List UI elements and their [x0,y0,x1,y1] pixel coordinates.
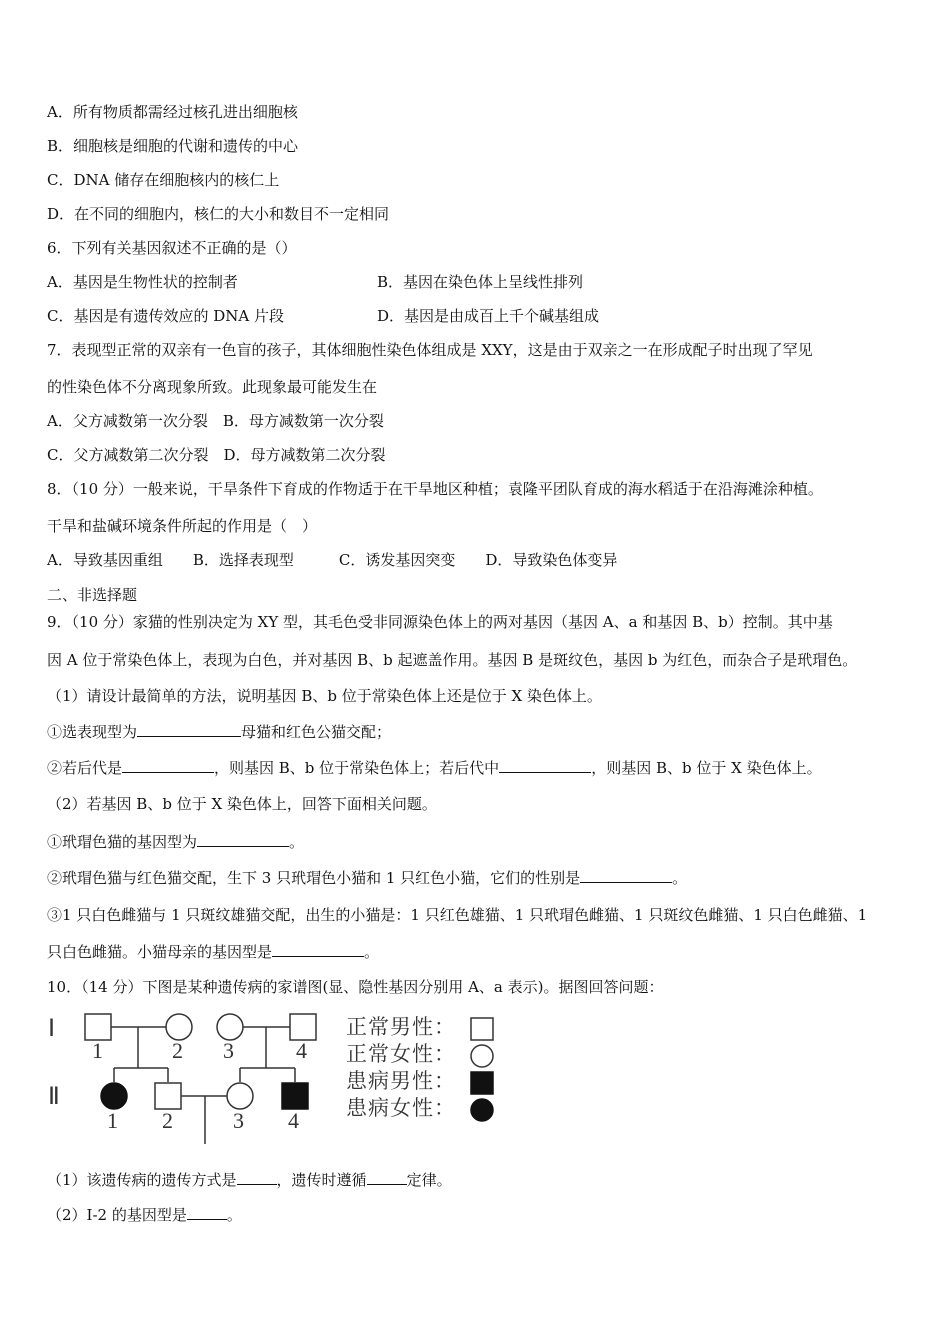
q10-stem: 10．（14 分）下图是某种遗传病的家谱图(显、隐性基因分别用 A、a 表示)。据图回答问题： [47,978,664,996]
label-I-3: 3 [223,1038,234,1063]
answer-blank[interactable] [580,868,672,883]
individual-II-3-normal-female [227,1083,253,1109]
q6-option-c: C．基因是有遗传效应的 DNA 片段 [47,307,284,325]
q9-part2-item3-post: 。 [364,943,380,961]
answer-blank[interactable] [187,1205,227,1220]
q10-part2 [47,1205,242,1225]
affected-male-square-icon [470,1071,494,1095]
q6-option-d: D．基因是由成百上千个碱基组成 [377,307,600,325]
individual-II-1-affected-female [101,1083,127,1109]
normal-male-square-icon [470,1017,494,1041]
normal-female-circle-icon [470,1044,494,1068]
individual-I-4-normal-male [290,1014,316,1040]
q9-stem-line1: 9．（10 分）家猫的性别决定为 XY 型，其毛色受非同源染色体上的两对基因（基因 A、a 和基因 B、b）控制。其中基 [47,613,833,631]
answer-blank[interactable] [137,722,241,737]
answer-blank[interactable] [499,758,591,773]
q5-option-c: C．DNA 储存在细胞核内的核仁上 [47,171,280,189]
q7-options-cd: C．父方减数第二次分裂 D．母方减数第二次分裂 [47,446,386,464]
answer-blank[interactable] [197,832,289,847]
q10-part2-pre: （2）Ⅰ-2 的基因型是 [47,1206,187,1224]
q7-options-ab: A．父方减数第一次分裂 B．母方减数第一次分裂 [47,412,384,430]
label-II-2: 2 [162,1108,173,1133]
q9-part1-prompt: （1）请设计最简单的方法，说明基因 B、b 位于常染色体上还是位于 X 染色体上。 [47,687,602,705]
individual-II-2-normal-male [155,1083,181,1109]
legend-label: 正常女性： [346,1042,456,1066]
q9-part2-item3-pre: 只白色雌猫。小猫母亲的基因型是 [47,943,273,961]
legend-label: 正常男性： [346,1015,456,1039]
pedigree-legend [346,1014,456,1122]
legend-label: 患病女性： [346,1096,456,1120]
affected-female-circle-icon [470,1098,494,1122]
legend-affected-female [346,1095,456,1122]
answer-blank[interactable] [237,1170,277,1185]
q9-part1-item2 [47,758,822,778]
q9-part2-item2 [47,868,687,888]
label-I-1: 1 [92,1038,103,1063]
q9-part1-item2-pre: ②若后代是 [47,759,123,777]
legend-normal-female [346,1041,456,1068]
individual-I-2-normal-female [166,1014,192,1040]
q9-part2-item1-pre: ①玳瑁色猫的基因型为 [47,833,198,851]
q10-part2-post: 。 [226,1206,242,1224]
answer-blank[interactable] [272,942,364,957]
individual-II-4-affected-male [282,1083,308,1109]
q9-part2-item1-post: 。 [289,833,305,851]
q9-part2-item3-line1: ③1 只白色雌猫与 1 只斑纹雄猫交配，出生的小猫是：1 只红色雄猫、1 只玳瑁色雌猫、1 只斑纹色雌猫、1 只白色雌猫、1 [47,906,868,924]
section-heading: 二、非选择题 [47,586,138,604]
label-II-4: 4 [288,1108,299,1133]
pedigree-chart [44,1010,334,1150]
label-II-1: 1 [107,1108,118,1133]
q5-option-d: D．在不同的细胞内，核仁的大小和数目不一定相同 [47,205,390,223]
q9-part2-item3-line2 [47,942,379,962]
q9-part2-item2-pre: ②玳瑁色猫与红色猫交配，生下 3 只玳瑁色小猫和 1 只红色小猫，它们的性别是 [47,869,581,887]
q5-option-a: A．所有物质都需经过核孔进出细胞核 [47,103,298,121]
generation-label-1: Ⅰ [48,1016,56,1042]
q7-stem-line1: 7．表现型正常的双亲有一色盲的孩子，其体细胞性染色体组成是 XXY，这是由于双亲之一在形成配子时出现了罕见 [47,341,813,359]
q10-part1-pre: （1）该遗传病的遗传方式是 [47,1171,237,1189]
q6-option-a: A．基因是生物性状的控制者 [47,273,238,291]
q9-part2-prompt: （2）若基因 B、b 位于 X 染色体上，回答下面相关问题。 [47,795,437,813]
q9-part2-item2-post: 。 [672,869,688,887]
individual-I-1-normal-male [85,1014,111,1040]
q10-part1-mid: ，遗传时遵循 [276,1171,367,1189]
legend-normal-male [346,1014,456,1041]
q9-part1-item2-post: ，则基因 B、b 位于 X 染色体上。 [591,759,822,777]
label-I-4: 4 [296,1038,307,1063]
q10-part1 [47,1170,452,1190]
label-II-3: 3 [233,1108,244,1133]
q5-option-b: B．细胞核是细胞的代谢和遗传的中心 [47,137,299,155]
legend-label: 患病男性： [346,1069,456,1093]
q8-stem-line1: 8．（10 分）一般来说，干旱条件下育成的作物适于在干旱地区种植；袁隆平团队育成的海水稻适于在沿海滩涂种植。 [47,480,823,498]
q9-part1-item1-post: 母猫和红色公猫交配； [241,723,392,741]
legend-affected-male [346,1068,456,1095]
q9-part1-item1-pre: ①选表现型为 [47,723,138,741]
q6-stem: 6．下列有关基因叙述不正确的是（） [47,239,297,257]
q7-stem-line2: 的性染色体不分离现象所致。此现象最可能发生在 [47,378,378,396]
answer-blank[interactable] [367,1170,407,1185]
q9-part2-item1 [47,832,304,852]
generation-label-2: Ⅱ [48,1084,60,1110]
individual-I-3-normal-female [217,1014,243,1040]
q8-stem-line2: 干旱和盐碱环境条件所起的作用是（ ） [47,517,318,535]
q9-part1-item1 [47,722,391,742]
answer-blank[interactable] [122,758,214,773]
q6-option-b: B．基因在染色体上呈线性排列 [377,273,584,291]
q10-part1-post: 定律。 [406,1171,452,1189]
q9-stem-line2: 因 A 位于常染色体上，表现为白色，并对基因 B、b 起遮盖作用。基因 B 是斑纹色，基因 b 为红色，而杂合子是玳瑁色。 [47,651,858,669]
q8-options: A．导致基因重组 B．选择表现型 C．诱发基因突变 D．导致染色体变异 [47,551,618,569]
q9-part1-item2-mid: ，则基因 B、b 位于常染色体上；若后代中 [214,759,500,777]
label-I-2: 2 [172,1038,183,1063]
